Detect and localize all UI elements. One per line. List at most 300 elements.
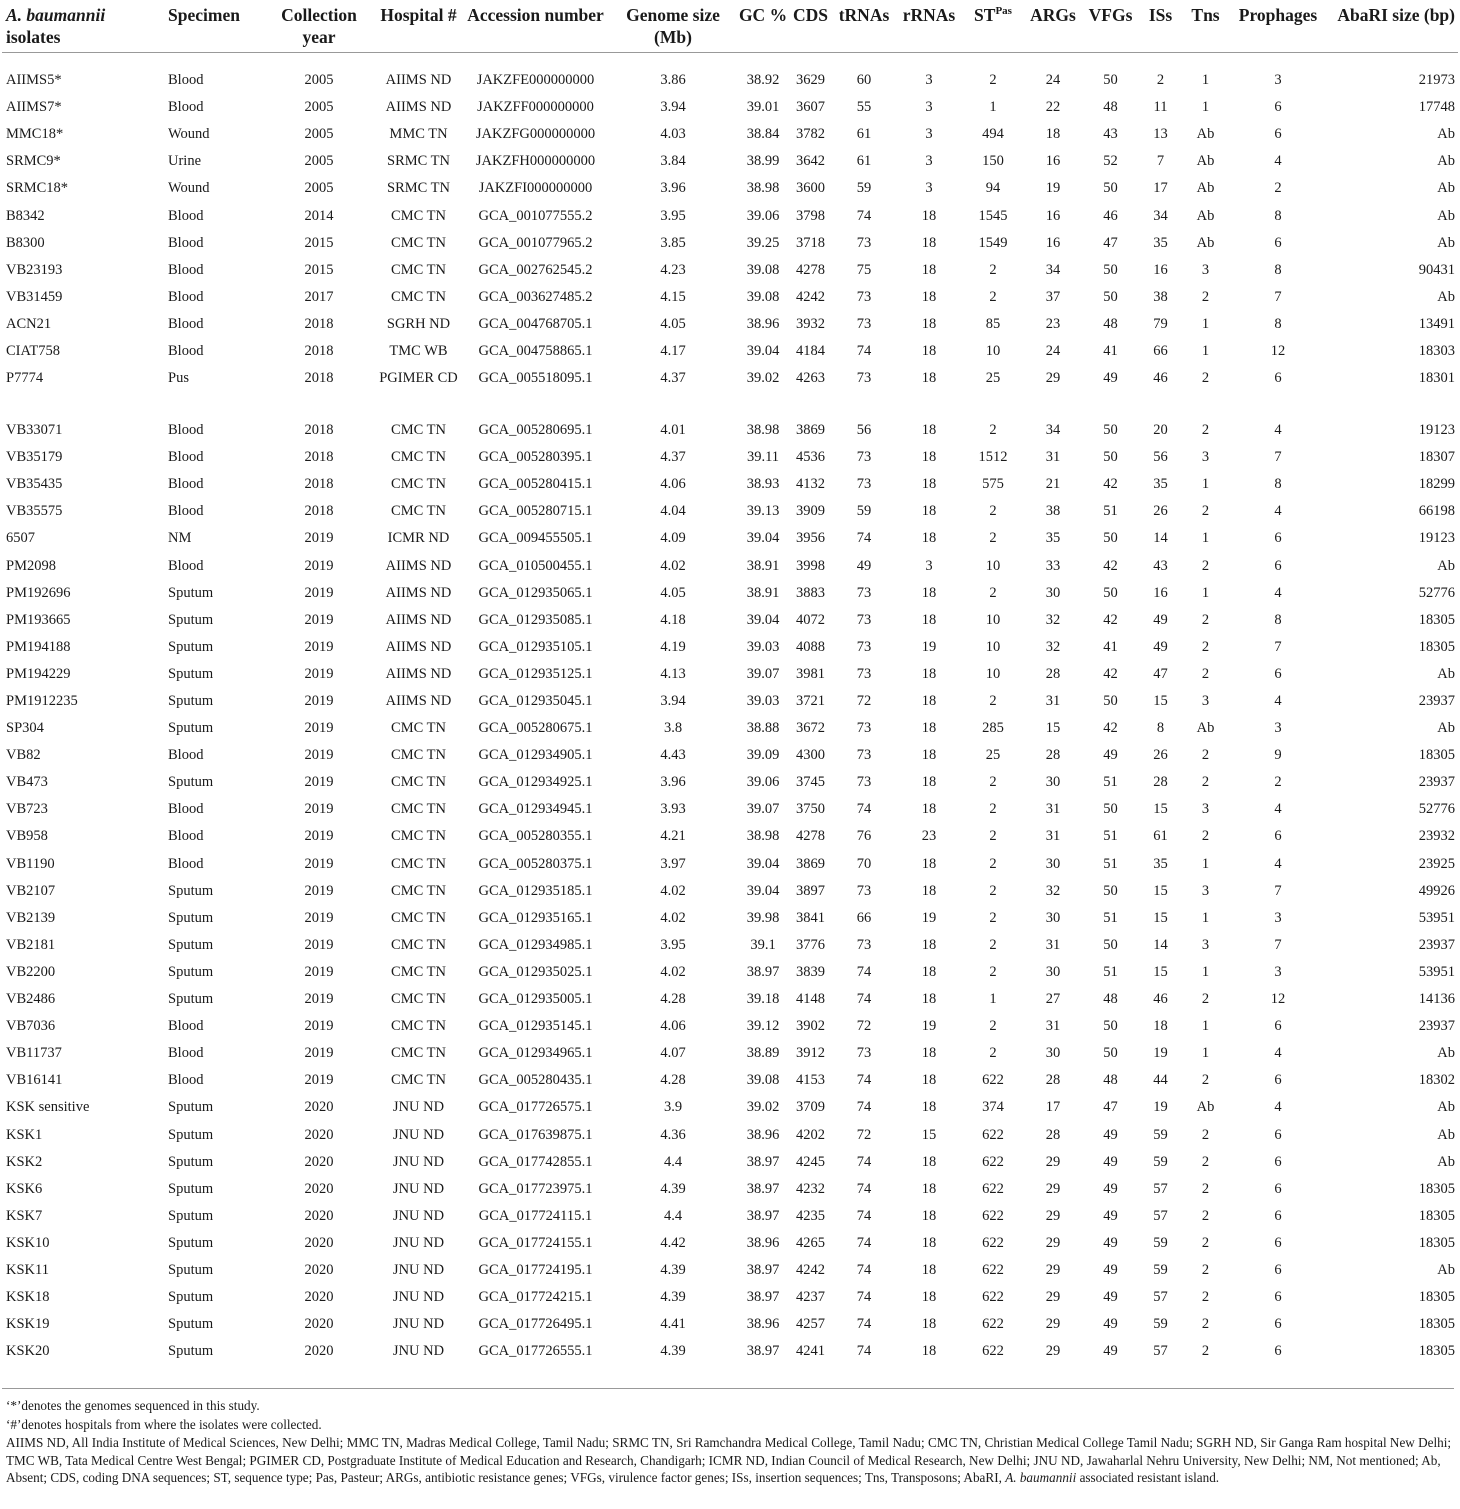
cell-rrnas: 3	[925, 153, 933, 170]
cell-rrnas: 18	[921, 315, 937, 332]
cell-rrnas: 18	[921, 584, 937, 601]
table-body	[2, 53, 1458, 1374]
cell-abari-size: 18305	[1418, 1289, 1455, 1306]
cell-isolate: KSK18	[6, 1289, 50, 1306]
cell-iss: 35	[1153, 476, 1168, 493]
cell-cds: 3841	[796, 909, 825, 926]
cell-trnas: 73	[856, 720, 872, 737]
cell-isolate: VB35435	[6, 476, 63, 493]
cell-prophages: 8	[1274, 611, 1282, 628]
cell-cds: 3956	[796, 530, 825, 547]
cell-rrnas: 18	[921, 503, 937, 520]
cell-iss: 44	[1153, 1072, 1168, 1089]
cell-st: 2	[989, 909, 997, 926]
cell-trnas: 74	[856, 1180, 872, 1197]
cell-abari-size: 66198	[1418, 503, 1455, 520]
header-isolates: A. baumannii isolates	[2, 0, 164, 53]
cell-hospital: CMC TN	[391, 855, 446, 872]
cell-args: 17	[1045, 1099, 1061, 1116]
cell-st: 2	[989, 1045, 997, 1062]
cell-rrnas: 18	[921, 1207, 937, 1224]
cell-hospital: SRMC TN	[387, 180, 450, 197]
cell-year: 2015	[304, 234, 334, 251]
cell-trnas: 73	[856, 584, 872, 601]
cell-hospital: JNU ND	[392, 1153, 445, 1170]
cell-cds: 3745	[796, 774, 825, 791]
cell-abari-size: 17748	[1418, 99, 1455, 116]
cell-cds: 4072	[796, 611, 825, 628]
cell-tns: 2	[1201, 991, 1210, 1008]
cell-vfgs: 51	[1103, 909, 1118, 926]
cell-year: 2019	[304, 801, 334, 818]
cell-gc: 39.25	[746, 234, 780, 251]
cell-vfgs: 50	[1103, 1045, 1118, 1062]
header-collection-year: Collection year	[264, 0, 374, 53]
cell-iss: 35	[1153, 234, 1168, 251]
cell-cds: 3869	[796, 422, 825, 439]
cell-abari-size: Ab	[1437, 665, 1455, 682]
cell-isolate: B8300	[6, 234, 45, 251]
cell-year: 2020	[304, 1126, 334, 1143]
cell-accession: GCA_017724195.1	[478, 1261, 593, 1278]
cell-gc: 39.1	[750, 936, 776, 953]
cell-year: 2005	[304, 99, 334, 116]
cell-hospital: CMC TN	[391, 882, 446, 899]
cell-cds: 3642	[796, 153, 825, 170]
cell-gc: 38.91	[746, 584, 780, 601]
cell-st: 94	[985, 180, 1001, 197]
table-row	[2, 1094, 1458, 1121]
cell-trnas: 61	[856, 153, 872, 170]
cell-specimen: Blood	[168, 1018, 204, 1035]
table-row	[2, 53, 1458, 95]
cell-isolate: PM1912235	[6, 693, 78, 710]
cell-abari-size: 23937	[1418, 936, 1455, 953]
cell-st: 10	[985, 557, 1001, 574]
table-row	[2, 1121, 1458, 1148]
cell-year: 2019	[304, 557, 334, 574]
cell-iss: 14	[1153, 530, 1168, 547]
cell-prophages: 7	[1274, 449, 1282, 466]
cell-abari-size: Ab	[1437, 234, 1455, 251]
cell-args: 37	[1045, 288, 1061, 305]
cell-st: 2	[989, 288, 997, 305]
cell-cds: 3721	[796, 693, 825, 710]
table-row	[2, 905, 1458, 932]
cell-hospital: CMC TN	[391, 422, 446, 439]
cell-specimen: Blood	[168, 503, 204, 520]
cell-rrnas: 18	[921, 207, 937, 224]
cell-specimen: Sputum	[168, 1343, 214, 1360]
cell-rrnas: 19	[921, 1018, 937, 1035]
table-row	[2, 175, 1458, 202]
cell-iss: 59	[1153, 1316, 1168, 1333]
cell-specimen: Sputum	[168, 665, 214, 682]
cell-prophages: 6	[1274, 1072, 1282, 1089]
cell-vfgs: 42	[1103, 476, 1118, 493]
cell-gc: 39.08	[746, 1072, 780, 1089]
cell-iss: 17	[1153, 180, 1168, 197]
cell-iss: 11	[1153, 99, 1168, 116]
cell-abari-size: 49926	[1418, 882, 1455, 899]
table-row	[2, 1284, 1458, 1311]
cell-tns: 2	[1201, 638, 1210, 655]
cell-gc: 38.97	[746, 1153, 780, 1170]
cell-abari-size: 18302	[1418, 1072, 1455, 1089]
cell-trnas: 74	[856, 530, 872, 547]
cell-trnas: 72	[856, 693, 872, 710]
cell-gc: 39.09	[746, 747, 780, 764]
cell-accession: GCA_010500455.1	[478, 557, 593, 574]
cell-gc: 38.97	[746, 1343, 780, 1360]
cell-rrnas: 15	[921, 1126, 937, 1143]
cell-cds: 3932	[796, 315, 825, 332]
cell-genome-size: 4.41	[660, 1316, 686, 1333]
cell-hospital: CMC TN	[391, 476, 446, 493]
cell-tns: 3	[1201, 882, 1210, 899]
cell-rrnas: 18	[921, 1153, 937, 1170]
cell-trnas: 74	[856, 1099, 872, 1116]
cell-args: 29	[1045, 1207, 1061, 1224]
cell-prophages: 9	[1274, 747, 1282, 764]
cell-rrnas: 18	[921, 720, 937, 737]
cell-args: 29	[1045, 1316, 1061, 1333]
cell-accession: GCA_012934905.1	[478, 747, 593, 764]
cell-isolate: B8342	[6, 207, 45, 224]
cell-year: 2019	[304, 665, 334, 682]
cell-trnas: 74	[856, 991, 872, 1008]
cell-specimen: Blood	[168, 99, 204, 116]
header-genome-size: Genome size (Mb)	[608, 0, 738, 53]
cell-gc: 39.13	[746, 503, 780, 520]
cell-rrnas: 18	[921, 665, 937, 682]
cell-isolate: PM194188	[6, 638, 71, 655]
cell-hospital: CMC TN	[391, 1018, 446, 1035]
cell-prophages: 3	[1274, 720, 1282, 737]
cell-isolate: VB35575	[6, 503, 63, 520]
cell-prophages: 7	[1274, 936, 1282, 953]
cell-genome-size: 4.39	[660, 1289, 686, 1306]
cell-year: 2005	[304, 180, 334, 197]
cell-iss: 28	[1153, 774, 1168, 791]
cell-specimen: Blood	[168, 1072, 204, 1089]
cell-tns: 2	[1201, 611, 1210, 628]
cell-accession: GCA_012935185.1	[478, 882, 593, 899]
cell-args: 16	[1045, 207, 1061, 224]
cell-st: 1512	[978, 449, 1008, 466]
cell-cds: 4088	[796, 638, 825, 655]
cell-isolate: VB2139	[6, 909, 56, 926]
cell-iss: 57	[1153, 1289, 1168, 1306]
cell-st: 2	[989, 261, 997, 278]
cell-rrnas: 19	[921, 638, 937, 655]
cell-year: 2020	[304, 1343, 334, 1360]
cell-accession: GCA_004768705.1	[478, 315, 593, 332]
cell-genome-size: 3.95	[660, 936, 686, 953]
cell-trnas: 74	[856, 1207, 872, 1224]
cell-accession: JAKZFF000000000	[477, 99, 594, 116]
cell-tns: Ab	[1196, 234, 1215, 251]
cell-genome-size: 4.06	[660, 476, 686, 493]
cell-specimen: Sputum	[168, 991, 214, 1008]
cell-trnas: 74	[856, 1153, 872, 1170]
cell-rrnas: 18	[921, 882, 937, 899]
cell-accession: GCA_012935165.1	[478, 909, 593, 926]
cell-vfgs: 47	[1103, 1099, 1118, 1116]
cell-cds: 3776	[796, 936, 825, 953]
cell-abari-size: 19123	[1418, 530, 1455, 547]
cell-hospital: CMC TN	[391, 909, 446, 926]
table-row	[2, 444, 1458, 471]
cell-trnas: 59	[856, 503, 872, 520]
cell-st: 622	[982, 1126, 1004, 1143]
cell-st: 2	[989, 422, 997, 439]
cell-iss: 35	[1153, 855, 1168, 872]
cell-abari-size: Ab	[1437, 1045, 1455, 1062]
cell-gc: 38.97	[746, 963, 780, 980]
cell-isolate: VB2486	[6, 991, 56, 1008]
cell-st: 10	[985, 638, 1001, 655]
cell-st: 2	[989, 936, 997, 953]
table-row	[2, 257, 1458, 284]
cell-trnas: 70	[856, 855, 872, 872]
cell-hospital: CMC TN	[391, 774, 446, 791]
cell-gc: 38.89	[746, 1045, 780, 1062]
cell-hospital: JNU ND	[392, 1099, 445, 1116]
cell-gc: 38.97	[746, 1207, 780, 1224]
cell-tns: 3	[1201, 261, 1210, 278]
cell-isolate: KSK7	[6, 1207, 43, 1224]
cell-specimen: Sputum	[168, 936, 214, 953]
cell-rrnas: 3	[925, 557, 933, 574]
cell-rrnas: 18	[921, 476, 937, 493]
cell-year: 2020	[304, 1099, 334, 1116]
cell-tns: Ab	[1196, 1099, 1215, 1116]
table-row	[2, 284, 1458, 311]
cell-cds: 4263	[796, 370, 825, 387]
cell-cds: 4257	[796, 1316, 825, 1333]
cell-cds: 4148	[796, 991, 825, 1008]
cell-iss: 16	[1153, 584, 1168, 601]
cell-specimen: Sputum	[168, 1289, 214, 1306]
cell-specimen: Blood	[168, 747, 204, 764]
table-row	[2, 1040, 1458, 1067]
cell-specimen: Sputum	[168, 1180, 214, 1197]
cell-accession: GCA_005280435.1	[478, 1072, 593, 1089]
cell-genome-size: 4.01	[660, 422, 686, 439]
cell-hospital: AIIMS ND	[385, 638, 452, 655]
cell-accession: GCA_005280415.1	[478, 476, 593, 493]
cell-tns: 2	[1201, 665, 1210, 682]
cell-accession: JAKZFI000000000	[478, 180, 593, 197]
cell-gc: 39.02	[746, 1099, 780, 1116]
cell-isolate: SP304	[6, 720, 44, 737]
cell-abari-size: 52776	[1418, 584, 1455, 601]
cell-isolate: VB958	[6, 828, 48, 845]
cell-vfgs: 42	[1103, 665, 1118, 682]
cell-year: 2018	[304, 370, 334, 387]
cell-cds: 4235	[796, 1207, 825, 1224]
cell-abari-size: Ab	[1437, 1153, 1455, 1170]
cell-prophages: 12	[1270, 342, 1286, 359]
cell-abari-size: Ab	[1437, 720, 1455, 737]
cell-args: 31	[1045, 828, 1061, 845]
cell-year: 2015	[304, 261, 334, 278]
cell-st: 622	[982, 1072, 1004, 1089]
table-row	[2, 1149, 1458, 1176]
cell-trnas: 73	[856, 882, 872, 899]
cell-iss: 15	[1153, 801, 1168, 818]
cell-vfgs: 51	[1103, 855, 1118, 872]
cell-genome-size: 4.36	[660, 1126, 686, 1143]
cell-accession: GCA_001077555.2	[478, 207, 593, 224]
cell-trnas: 60	[856, 72, 872, 89]
cell-vfgs: 50	[1103, 449, 1118, 466]
cell-iss: 38	[1153, 288, 1168, 305]
cell-iss: 18	[1153, 1018, 1168, 1035]
cell-specimen: NM	[168, 530, 192, 547]
table-row	[2, 525, 1458, 552]
cell-tns: 2	[1201, 1343, 1210, 1360]
cell-iss: 57	[1153, 1207, 1168, 1224]
cell-genome-size: 4.37	[660, 449, 686, 466]
cell-accession: GCA_004758865.1	[478, 342, 593, 359]
cell-rrnas: 18	[921, 422, 937, 439]
header-trnas: tRNAs	[833, 0, 895, 53]
cell-st: 622	[982, 1207, 1004, 1224]
cell-accession: GCA_005518095.1	[478, 370, 593, 387]
cell-gc: 39.01	[746, 99, 780, 116]
cell-year: 2019	[304, 828, 334, 845]
cell-year: 2019	[304, 991, 334, 1008]
cell-tns: 2	[1201, 370, 1210, 387]
cell-accession: GCA_017726575.1	[478, 1099, 593, 1116]
cell-st: 10	[985, 665, 1001, 682]
cell-accession: GCA_017726555.1	[478, 1343, 593, 1360]
cell-isolate: P7774	[6, 370, 44, 387]
cell-gc: 39.98	[746, 909, 780, 926]
cell-abari-size: 14136	[1418, 991, 1455, 1008]
cell-tns: 1	[1201, 855, 1210, 872]
cell-specimen: Blood	[168, 288, 204, 305]
cell-abari-size: Ab	[1437, 1099, 1455, 1116]
cell-st: 10	[985, 611, 1001, 628]
cell-st: 2	[989, 1018, 997, 1035]
cell-genome-size: 4.02	[660, 963, 686, 980]
cell-genome-size: 3.84	[660, 153, 686, 170]
cell-trnas: 73	[856, 370, 872, 387]
cell-gc: 38.98	[746, 828, 780, 845]
cell-isolate: KSK6	[6, 1180, 43, 1197]
cell-trnas: 73	[856, 747, 872, 764]
cell-year: 2020	[304, 1153, 334, 1170]
cell-accession: GCA_005280675.1	[478, 720, 593, 737]
cell-genome-size: 4.39	[660, 1261, 686, 1278]
cell-prophages: 4	[1274, 584, 1282, 601]
cell-year: 2018	[304, 449, 334, 466]
cell-specimen: Blood	[168, 855, 204, 872]
cell-hospital: PGIMER CD	[379, 370, 458, 387]
cell-specimen: Sputum	[168, 1261, 214, 1278]
cell-isolate: MMC18*	[6, 126, 64, 143]
cell-trnas: 72	[856, 1126, 872, 1143]
cell-args: 29	[1045, 1180, 1061, 1197]
cell-genome-size: 4.23	[660, 261, 686, 278]
cell-st: 622	[982, 1153, 1004, 1170]
cell-gc: 38.98	[746, 180, 780, 197]
cell-year: 2019	[304, 1072, 334, 1089]
cell-prophages: 6	[1274, 1316, 1282, 1333]
cell-vfgs: 49	[1103, 1316, 1118, 1333]
cell-tns: 2	[1201, 828, 1210, 845]
cell-rrnas: 3	[925, 180, 933, 197]
cell-iss: 43	[1153, 557, 1168, 574]
cell-prophages: 4	[1274, 693, 1282, 710]
table-row	[2, 1230, 1458, 1257]
cell-accession: GCA_017639875.1	[478, 1126, 593, 1143]
cell-cds: 4278	[796, 828, 825, 845]
cell-args: 31	[1045, 1018, 1061, 1035]
cell-abari-size: 90431	[1418, 261, 1455, 278]
cell-tns: Ab	[1196, 153, 1215, 170]
cell-trnas: 76	[856, 828, 872, 845]
cell-isolate: VB2200	[6, 963, 56, 980]
cell-accession: GCA_017724215.1	[478, 1289, 593, 1306]
cell-isolate: ACN21	[6, 315, 52, 332]
cell-st: 1549	[978, 234, 1008, 251]
cell-specimen: Sputum	[168, 909, 214, 926]
cell-isolate: AIIMS5*	[6, 72, 62, 89]
cell-rrnas: 3	[925, 72, 933, 89]
cell-vfgs: 41	[1103, 638, 1118, 655]
cell-vfgs: 43	[1103, 126, 1118, 143]
cell-trnas: 73	[856, 936, 872, 953]
cell-vfgs: 49	[1103, 1289, 1118, 1306]
cell-args: 32	[1045, 638, 1061, 655]
cell-gc: 38.97	[746, 1261, 780, 1278]
cell-args: 29	[1045, 1234, 1061, 1251]
cell-isolate: VB1190	[6, 855, 55, 872]
cell-abari-size: Ab	[1437, 1126, 1455, 1143]
cell-trnas: 74	[856, 342, 872, 359]
cell-hospital: CMC TN	[391, 720, 446, 737]
cell-rrnas: 18	[921, 530, 937, 547]
table-row	[2, 1013, 1458, 1040]
cell-vfgs: 47	[1103, 234, 1118, 251]
cell-prophages: 3	[1274, 909, 1282, 926]
table-row	[2, 202, 1458, 229]
cell-tns: 2	[1201, 1261, 1210, 1278]
cell-hospital: CMC TN	[391, 747, 446, 764]
cell-args: 15	[1045, 720, 1061, 737]
cell-hospital: AIIMS ND	[385, 72, 452, 89]
cell-year: 2017	[304, 288, 334, 305]
cell-rrnas: 18	[921, 1180, 937, 1197]
cell-prophages: 6	[1274, 1234, 1282, 1251]
cell-year: 2019	[304, 638, 334, 655]
table-row	[2, 1067, 1458, 1094]
cell-genome-size: 4.02	[660, 909, 686, 926]
cell-abari-size: 18307	[1418, 449, 1455, 466]
cell-hospital: JNU ND	[392, 1126, 445, 1143]
cell-rrnas: 18	[921, 936, 937, 953]
cell-specimen: Blood	[168, 342, 204, 359]
cell-genome-size: 4.05	[660, 315, 686, 332]
cell-vfgs: 46	[1103, 207, 1118, 224]
cell-args: 31	[1045, 936, 1061, 953]
header-vfgs: VFGs	[1083, 0, 1138, 53]
cell-trnas: 74	[856, 1234, 872, 1251]
